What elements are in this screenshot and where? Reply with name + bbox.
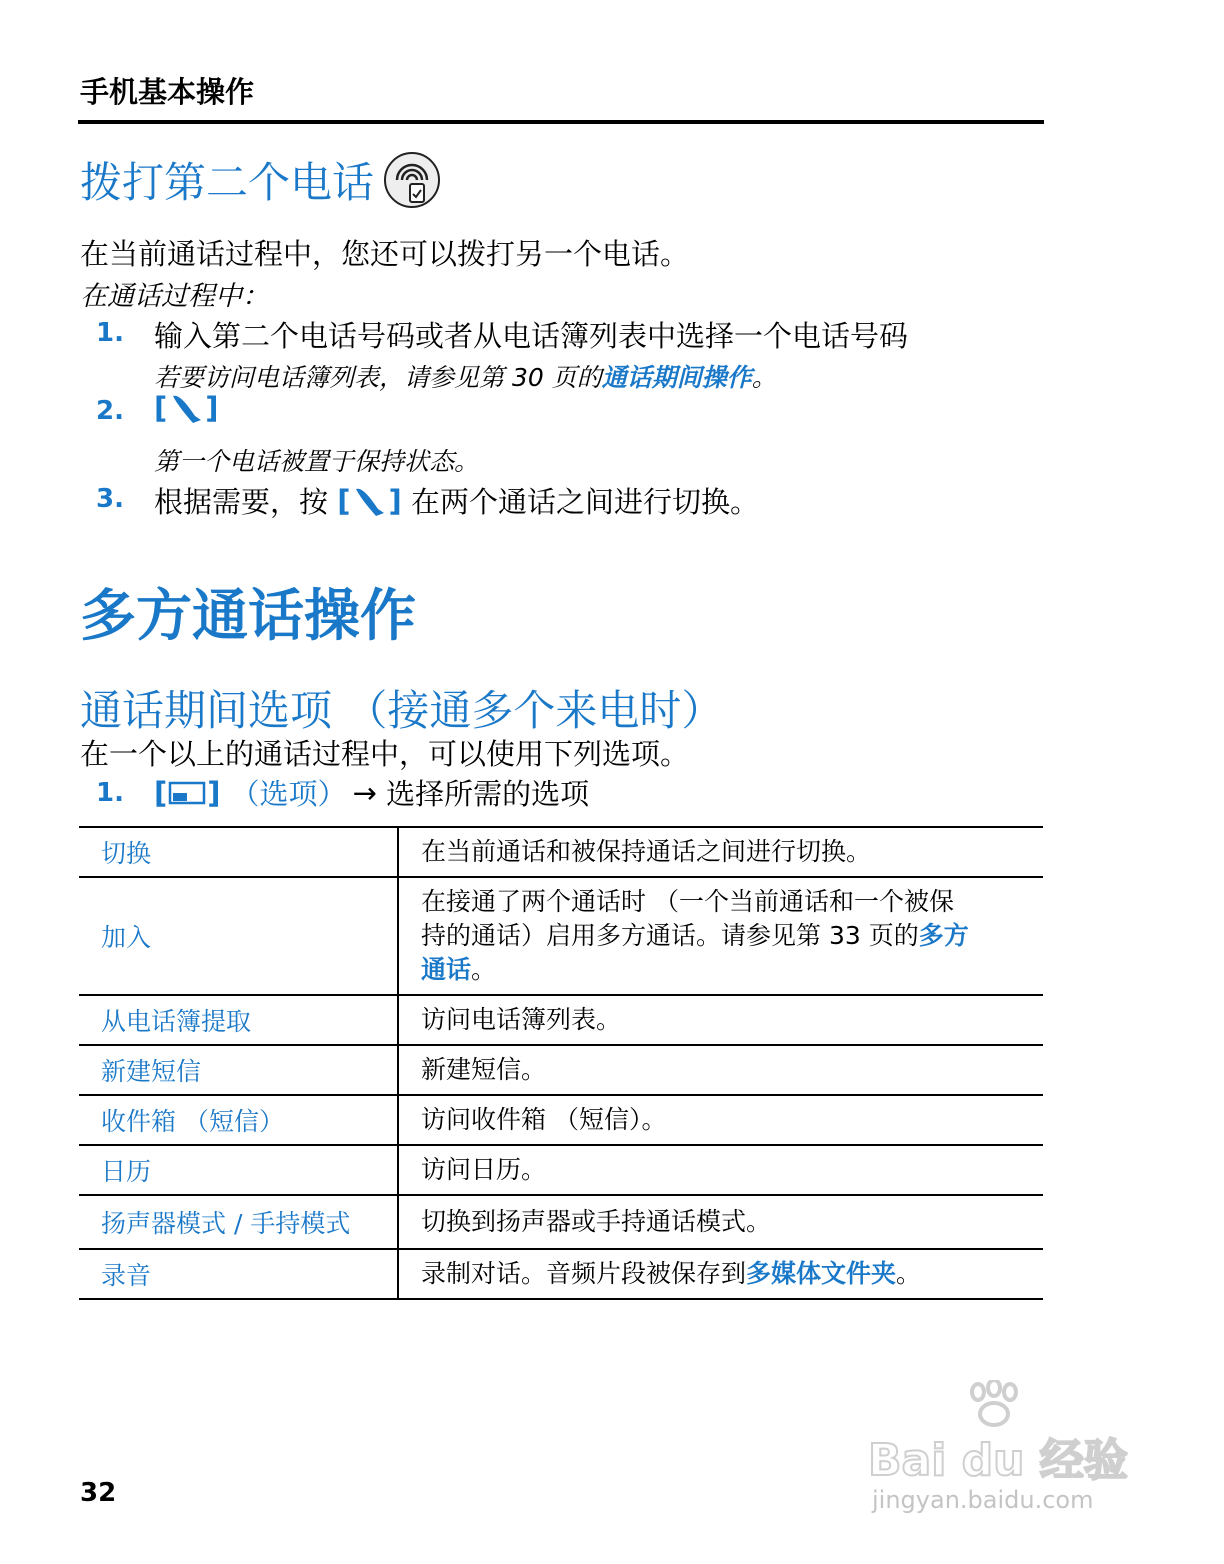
step-number: 3.	[96, 484, 124, 514]
step-text: 输入第二个电话号码或者从电话簿列表中选择一个电话号码	[154, 319, 909, 353]
section-title-multiparty: 多方通话操作	[80, 584, 416, 649]
key-bracket-open: [	[154, 391, 168, 425]
section-title-text: 拨打第二个电话	[80, 158, 375, 207]
table-row	[79, 1145, 1043, 1195]
description-line	[421, 919, 1021, 953]
key-bracket-close: ]	[205, 391, 219, 425]
key-bracket-open: [	[337, 483, 351, 518]
step-number: 1.	[96, 778, 124, 808]
subsection-intro: 在一个以上的通话过程中，可以使用下列选项。	[80, 737, 690, 771]
context-label: 在通话过程中：	[80, 281, 269, 312]
option-name: 从电话簿提取	[79, 995, 398, 1045]
option-description: 访问电话簿列表。	[398, 995, 1043, 1045]
note-link-call-operations[interactable]: 通话期间操作	[601, 363, 752, 392]
note-suffix: 。	[751, 363, 777, 392]
option-name: 切换	[79, 827, 398, 877]
options-table	[79, 826, 1043, 1300]
option-name: 日历	[79, 1145, 398, 1195]
link-media-folder[interactable]: 多媒体文件夹	[746, 1259, 897, 1288]
table-row	[79, 995, 1043, 1045]
option-name: 新建短信	[79, 1045, 398, 1095]
table-row	[79, 1095, 1043, 1145]
subsection-title: 通话期间选项 （接通多个来电时）	[80, 686, 724, 735]
paw-logo-icon	[960, 1380, 1030, 1430]
option-description: 在当前通话和被保持通话之间进行切换。	[398, 827, 1043, 877]
watermark-brand: Bai du 经验	[868, 1435, 1128, 1486]
softkey-icon	[167, 780, 207, 806]
softkey-label: （选项）	[230, 777, 347, 811]
option-description: 访问日历。	[398, 1145, 1043, 1195]
option-name: 录音	[79, 1249, 398, 1299]
running-head: 手机基本操作	[80, 75, 255, 109]
page-number: 32	[80, 1478, 117, 1508]
step-note	[154, 358, 777, 394]
send-key-icon	[350, 483, 388, 519]
description-text: 录制对话。音频片段被保存到	[421, 1259, 747, 1288]
description-line	[421, 953, 1021, 987]
table-row	[79, 1045, 1043, 1095]
option-name: 收件箱 （短信）	[79, 1095, 398, 1145]
section-title-second-call	[80, 150, 442, 210]
description-suffix: 。	[896, 1259, 922, 1288]
table-row	[79, 1195, 1043, 1249]
link-conference-call[interactable]: 多方	[918, 921, 969, 950]
step-text	[154, 772, 589, 813]
arrow-icon: →	[352, 775, 377, 810]
description-end: 。	[471, 955, 497, 984]
step-text-after: 选择所需的选项	[376, 777, 590, 811]
key-bracket-open: [	[154, 775, 168, 810]
link-conference-call-cont[interactable]: 通话	[421, 955, 472, 984]
network-service-icon	[382, 150, 442, 210]
header-rule	[78, 120, 1044, 124]
step-number: 2.	[96, 396, 124, 426]
table-row	[79, 827, 1043, 877]
step-text-after: 在两个通话之间进行切换。	[401, 485, 759, 519]
option-description	[398, 877, 1043, 995]
send-key-icon	[167, 390, 205, 426]
option-description	[398, 1249, 1043, 1299]
step-text-before: 根据需要，按	[154, 485, 338, 519]
option-description: 切换到扬声器或手持通话模式。	[398, 1195, 1043, 1249]
send-key	[154, 390, 219, 426]
table-row	[79, 1249, 1043, 1299]
option-description: 访问收件箱 （短信）。	[398, 1095, 1043, 1145]
table-row	[79, 877, 1043, 995]
key-bracket-close: ]	[207, 775, 221, 810]
option-name: 扬声器模式 / 手持模式	[79, 1195, 398, 1249]
step-text	[154, 480, 759, 521]
description-line: 在接通了两个通话时 （一个当前通话和一个被保	[421, 887, 954, 916]
option-description: 新建短信。	[398, 1045, 1043, 1095]
watermark-url: jingyan.baidu.com	[872, 1486, 1094, 1514]
section-intro: 在当前通话过程中，您还可以拨打另一个电话。	[80, 237, 690, 271]
description-text: 持的通话）启用多方通话。请参见第 33 页的	[421, 921, 919, 950]
step-number: 1.	[96, 318, 124, 348]
option-name: 加入	[79, 877, 398, 995]
step-note: 第一个电话被置于保持状态。	[154, 447, 480, 476]
key-bracket-close: ]	[388, 483, 402, 518]
note-text: 若要访问电话簿列表，请参见第 30 页的	[154, 363, 602, 392]
